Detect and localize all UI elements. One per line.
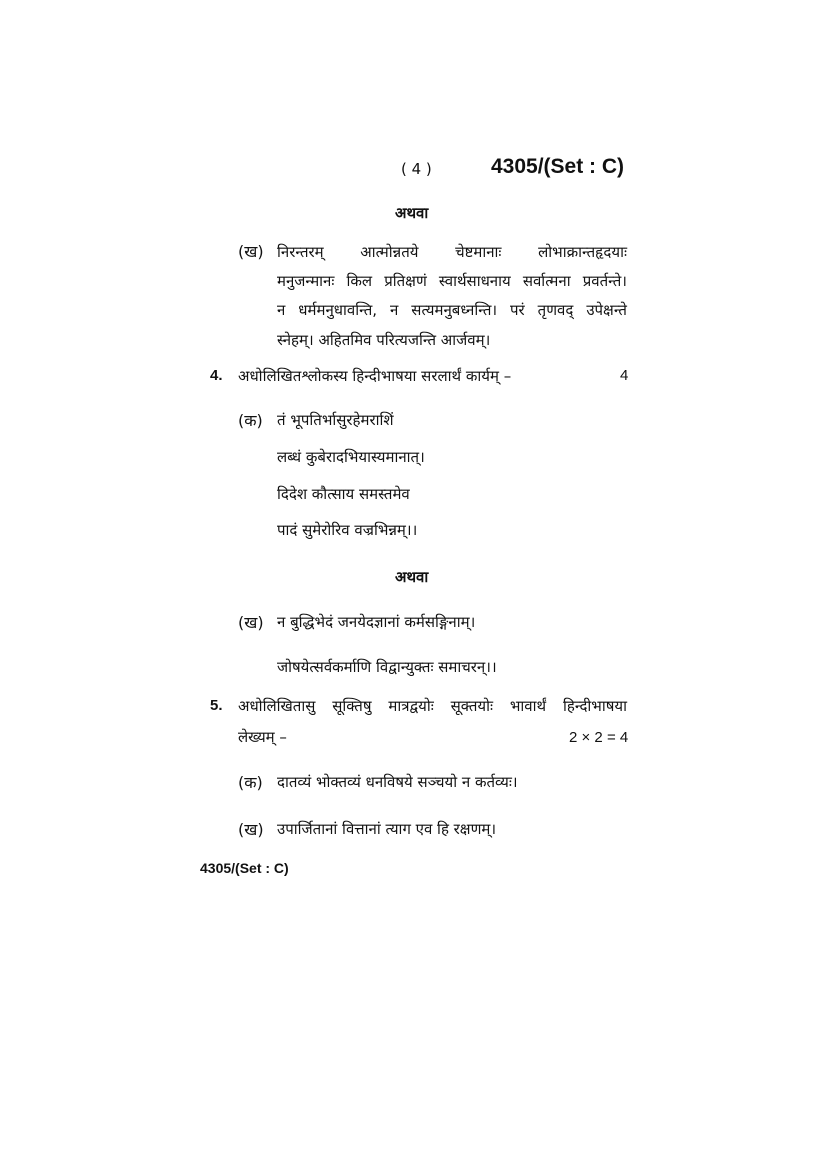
option-label: (ख)	[238, 820, 264, 839]
passage-line: न धर्ममनुधावन्ति, न सत्यमनुबध्नन्ति। परं तृणवद् उपेक्षन्ते	[277, 301, 627, 319]
athava-divider: अथवा	[395, 568, 429, 586]
question-marks: 2 × 2 = 4	[569, 729, 629, 746]
question-instruction: अधोलिखितासु सूक्तिषु मात्रद्वयोः सूक्तयोः भावार्थं हिन्दीभाषया	[238, 697, 627, 715]
passage-line: मनुजन्मानः किल प्रतिक्षणं स्वार्थसाधनाय सर्वात्मना प्रवर्तन्ते।	[277, 272, 627, 290]
verse-line: जोषयेत्सर्वकर्माणि विद्वान्युक्तः समाचरन्।।	[277, 658, 497, 676]
athava-divider: अथवा	[395, 204, 429, 222]
question-number: 5.	[210, 697, 223, 714]
verse-line: न बुद्धिभेदं जनयेदज्ञानां कर्मसङ्गिनाम्।	[277, 613, 476, 631]
verse-line: दिदेश कौत्साय समस्तमेव	[277, 485, 410, 503]
question-instruction-cont: लेख्यम् –	[238, 728, 287, 746]
option-label: (क)	[238, 411, 263, 430]
question-marks: 4	[620, 367, 629, 384]
maxim-line: दातव्यं भोक्तव्यं धनविषये सञ्चयो न कर्तव्यः।	[277, 773, 518, 791]
paper-code-footer: 4305/(Set : C)	[200, 860, 289, 876]
passage-line: निरन्तरम् आत्मोन्नतये चेष्टमानाः लोभाक्रान्तहृदयाः	[277, 243, 627, 261]
maxim-line: उपार्जितानां वित्तानां त्याग एव हि रक्षणम्।	[277, 820, 497, 838]
page-number: ( 4 )	[401, 160, 432, 178]
verse-line: पादं सुमेरोरिव वज्रभिन्नम्।।	[277, 521, 418, 539]
paper-code-header: 4305/(Set : C)	[491, 155, 625, 178]
option-label: (क)	[238, 773, 263, 792]
verse-line: लब्धं कुबेरादभियास्यमानात्।	[277, 448, 425, 466]
verse-line: तं भूपतिर्भासुरहेमराशिं	[277, 411, 394, 429]
option-label: (ख)	[238, 242, 264, 261]
option-label: (ख)	[238, 613, 264, 632]
passage-line: स्नेहम्। अहितमिव परित्यजन्ति आर्जवम्।	[277, 331, 491, 349]
question-number: 4.	[210, 367, 223, 384]
question-instruction: अधोलिखितश्लोकस्य हिन्दीभाषया सरलार्थं कार्यम् –	[238, 367, 512, 385]
